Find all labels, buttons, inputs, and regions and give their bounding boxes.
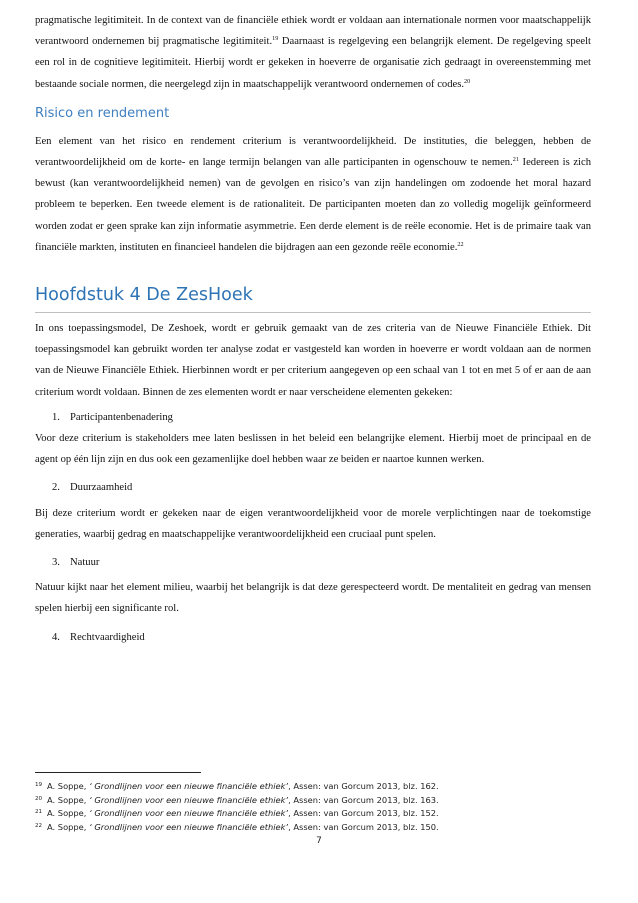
footnotes [35,780,595,834]
footnote-ref-22[interactable]: 22 [457,240,464,248]
list-item-3 [35,552,591,573]
footnote-title: ‘ Grondlijnen voor een nieuwe financiële ethiek’ [89,794,289,805]
footnote-source: , Assen: van Gorcum 2013, blz. 152. [288,808,439,819]
footnote-20 [35,794,595,808]
footnote-title: ‘ Grondlijnen voor een nieuwe financiële ethiek’ [89,821,289,832]
list-item-title: Duurzaamheid [70,482,133,494]
item-3-paragraph: Natuur kijkt naar het element milieu, waarbij het belangrijk is dat deze gerespecteerd wordt. De mentaliteit en gedrag van mensen spelen hierbij een significante rol. [35,582,591,615]
item-2-paragraph: Bij deze criterium wordt er gekeken naar de eigen verantwoordelijkheid voor de morele verplichtingen naar de toekomstige generaties, waarbij gedrag en maatschappelijke verantwoordelijkheid een cruciaal punt spelen. [35,507,591,540]
list-item-1 [35,407,591,428]
chapter-heading: Hoofdstuk 4 De ZesHoek [35,282,591,313]
list-number: 4. [52,631,60,643]
risk-text-1: Een element van het risico en rendement criterium is verantwoordelijkheid. De instituties, die beleggen, hebben de verantwoordelijkheid om de korte- en lange termijn belangen van alle participanten in ogenschouw te nemen. [35,135,591,169]
list-item-2 [35,477,591,498]
footnote-source: , Assen: van Gorcum 2013, blz. 162. [288,781,439,791]
intro-text-2: Daarnaast is regelgeving een belangrijk element. De regelgeving speelt een rol in de cognitieve legitimiteit. Hierbij wordt er gekeken in hoeverre de organisatie zich gedraagt in overeenstemming met bestaande sociale normen, die neergelegd zijn in maatschappelijk verantwoord ondernemen of codes. [35,36,591,90]
footnote-ref-20[interactable]: 20 [464,77,471,85]
footnote-author: A. Soppe, [47,781,90,791]
footnote-number: 19 [35,782,43,788]
page-number: 7 [316,836,322,846]
chapter-intro-paragraph: In ons toepassingsmodel, De Zeshoek, wordt er gebruik gemaakt van de zes criteria van de Nieuwe Financiële Ethiek. Dit toepassingsmodel kan gebruikt worden ter analyse zodat er vastgesteld kan worden in hoeverre er wordt voldaan aan de normen van de Nieuwe Financiële Ethiek. Hierbinnen wordt er per criterium aangegeven op een schaal van 1 tot en met 5 of er aan de aan criterium wordt voldaan. Binnen de zes elementen wordt er naar verscheidene elementen gekeken: [35,323,591,398]
list-item-4 [35,627,591,648]
footnote-source: , Assen: van Gorcum 2013, blz. 150. [288,821,439,832]
footnote-source: , Assen: van Gorcum 2013, blz. 163. [288,794,439,805]
risk-paragraph [35,131,591,258]
intro-text-1: pragmatische legitimiteit. In de context van de financiële ethiek wordt er voldaan aan internationale normen voor maatschappelijk verantwoord ondernemen bij pragmatische legitimiteit. [35,15,591,48]
footnote-ref-19[interactable]: 19 [272,35,279,43]
footnote-19 [35,780,595,794]
footnote-author: A. Soppe, [47,794,90,805]
footnote-21 [35,807,595,821]
footnote-author: A. Soppe, [47,808,90,819]
page-content [35,10,591,648]
footnote-separator [35,772,201,773]
footnote-author: A. Soppe, [47,821,90,832]
footnote-number: 21 [35,809,43,816]
list-number: 1. [52,411,60,423]
footnote-title: ‘ Grondlijnen voor een nieuwe financiële ethiek’ [89,808,289,819]
footnote-title: ‘ Grondlijnen voor een nieuwe financiële ethiek’ [89,781,289,791]
risk-text-2: Iedereen is zich bewust (kan verantwoordelijkheid nemen) van de gevolgen en risico’s van zijn handelingen om zodoende het moral hazard probleem te beperken. Een tweede element is de rationaliteit. De participanten moeten dan zo volledig mogelijk geïnformeerd worden zodat er geen sprake kan zijn informatie asymmetrie. Een derde element is de reële economie. Het is de primaire taak van financiële markten, instituten en financieel handelen die bijdragen aan een gezonde reële economie. [35,157,591,253]
footnote-number: 22 [35,822,43,829]
list-item-title: Natuur [70,557,100,569]
section-heading-risk: Risico en rendement [35,105,170,121]
list-number: 3. [52,557,60,569]
footnote-number: 20 [35,795,43,802]
intro-paragraph [35,10,591,95]
list-item-title: Rechtvaardigheid [70,631,145,643]
list-number: 2. [52,482,60,494]
item-1-paragraph: Voor deze criterium is stakeholders mee laten beslissen in het beleid een belangrijke element. Hierbij moet de principaal en de agent op één lijn zijn en dus ook een gezamenlijke doel hebben waar ze beiden er naartoe kunnen werken. [35,433,591,466]
footnote-22 [35,821,595,835]
footnote-ref-21[interactable]: 21 [512,156,519,164]
list-item-title: Participantenbenadering [70,411,173,423]
